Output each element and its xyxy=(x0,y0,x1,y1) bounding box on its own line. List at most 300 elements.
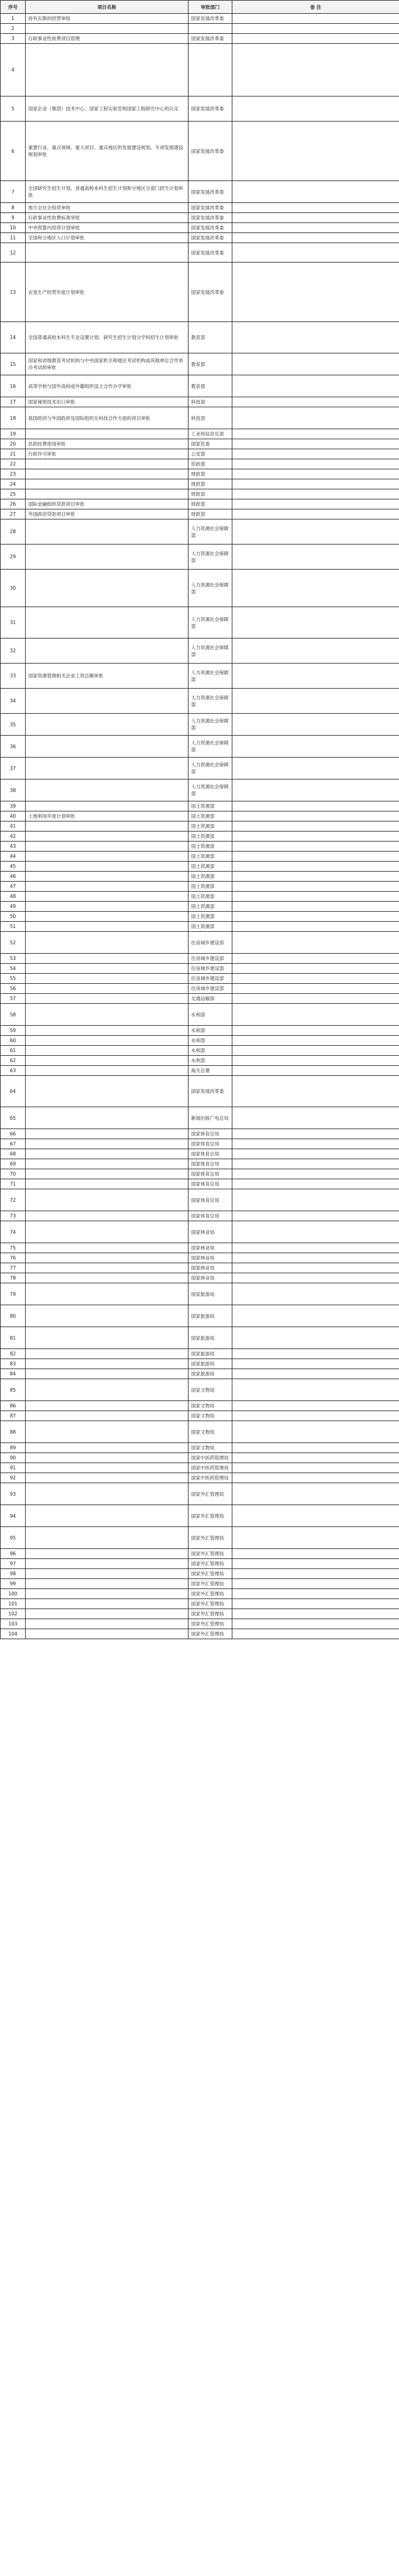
remark xyxy=(232,1129,399,1139)
remark xyxy=(232,1443,399,1453)
project-name xyxy=(26,1401,189,1411)
project-name xyxy=(26,1549,189,1559)
approval-dept: 国家外汇管理局 xyxy=(189,1589,232,1599)
row-number: 4 xyxy=(1,44,26,96)
approval-dept: 人力资源社会保障部 xyxy=(189,570,232,607)
project-name xyxy=(26,902,189,912)
table-row xyxy=(1,882,399,892)
remark xyxy=(232,34,399,44)
row-number: 43 xyxy=(1,842,26,852)
approval-dept: 国土资源部 xyxy=(189,821,232,832)
remark xyxy=(232,1453,399,1463)
table-row xyxy=(1,407,399,429)
approval-dept: 人力资源社会保障部 xyxy=(189,664,232,689)
remark xyxy=(232,1026,399,1036)
row-number: 17 xyxy=(1,397,26,407)
table-row xyxy=(1,375,399,397)
table-row xyxy=(1,912,399,922)
row-number: 23 xyxy=(1,469,26,479)
row-number: 25 xyxy=(1,489,26,499)
table-row xyxy=(1,243,399,263)
table-row xyxy=(1,1159,399,1169)
remark xyxy=(232,1589,399,1599)
row-number: 44 xyxy=(1,852,26,862)
project-name: 国家和省级教育考试机构与中央国家机关和地区考试机构或其他单位合作举办考试的审批 xyxy=(26,353,189,375)
approval-dept: 人力资源社会保障部 xyxy=(189,607,232,639)
remark xyxy=(232,1046,399,1056)
approval-dept: 国家发展改革委 xyxy=(189,213,232,223)
row-number: 27 xyxy=(1,509,26,519)
row-number: 69 xyxy=(1,1159,26,1169)
approval-dept: 海关总署 xyxy=(189,1066,232,1076)
remark xyxy=(232,1253,399,1263)
row-number: 22 xyxy=(1,459,26,469)
approval-dept: 国土资源部 xyxy=(189,892,232,902)
approval-dept: 国家外汇管理局 xyxy=(189,1483,232,1505)
row-number: 65 xyxy=(1,1107,26,1129)
remark xyxy=(232,1139,399,1149)
remark xyxy=(232,1076,399,1107)
project-name xyxy=(26,832,189,842)
table-row xyxy=(1,1401,399,1411)
remark xyxy=(232,882,399,892)
table-row xyxy=(1,1283,399,1305)
table-row xyxy=(1,1483,399,1505)
project-name xyxy=(26,922,189,932)
table-row xyxy=(1,1056,399,1066)
project-name xyxy=(26,714,189,736)
approval-dept: 人力资源社会保障部 xyxy=(189,639,232,664)
table-row xyxy=(1,1036,399,1046)
remark xyxy=(232,397,399,407)
row-number: 20 xyxy=(1,439,26,449)
row-number: 34 xyxy=(1,689,26,714)
table-row xyxy=(1,1569,399,1579)
row-number: 94 xyxy=(1,1505,26,1527)
table-row xyxy=(1,1599,399,1609)
table-row xyxy=(1,34,399,44)
table-row xyxy=(1,1453,399,1463)
remark xyxy=(232,1179,399,1189)
row-number: 6 xyxy=(1,122,26,181)
table-row xyxy=(1,1421,399,1443)
header-note: 备 注 xyxy=(232,1,399,14)
remark xyxy=(232,322,399,353)
row-number: 97 xyxy=(1,1559,26,1569)
remark xyxy=(232,780,399,801)
approval-dept: 财政部 xyxy=(189,499,232,509)
row-number: 91 xyxy=(1,1463,26,1473)
approval-dept: 新闻出版广电总局 xyxy=(189,1107,232,1129)
table-row xyxy=(1,459,399,469)
table-row xyxy=(1,1411,399,1421)
approval-dept: 国家中医药管理局 xyxy=(189,1463,232,1473)
approval-dept: 国家体育总局 xyxy=(189,1149,232,1159)
table-row xyxy=(1,322,399,353)
approval-dept: 人力资源社会保障部 xyxy=(189,519,232,545)
approval-dept: 教育部 xyxy=(189,322,232,353)
approval-dept: 水利部 xyxy=(189,1036,232,1046)
remark xyxy=(232,24,399,34)
table-row xyxy=(1,397,399,407)
table-row xyxy=(1,892,399,902)
approval-dept: 国家文物局 xyxy=(189,1421,232,1443)
approval-dept: 国土资源部 xyxy=(189,832,232,842)
project-name xyxy=(26,1609,189,1619)
project-name xyxy=(26,912,189,922)
table-row xyxy=(1,1076,399,1107)
project-name xyxy=(26,689,189,714)
remark xyxy=(232,852,399,862)
project-name xyxy=(26,758,189,780)
project-name: 国家企业（集团）技术中心、国家工程实验室和国家工程研究中心的认定 xyxy=(26,96,189,122)
project-name: 中央预算内投资计划审批 xyxy=(26,223,189,233)
row-number: 80 xyxy=(1,1305,26,1327)
approval-dept: 国家旅游局 xyxy=(189,1283,232,1305)
project-name xyxy=(26,852,189,862)
row-number: 86 xyxy=(1,1401,26,1411)
approval-dept: 水利部 xyxy=(189,1004,232,1026)
table-row xyxy=(1,842,399,852)
project-name: 国家资源管理相关企业工资总额审批 xyxy=(26,664,189,689)
row-number: 102 xyxy=(1,1609,26,1619)
remark xyxy=(232,545,399,570)
project-name xyxy=(26,1211,189,1221)
project-name xyxy=(26,1129,189,1139)
approval-dept: 国家旅游局 xyxy=(189,1369,232,1379)
project-name xyxy=(26,964,189,974)
header-dept: 审批部门 xyxy=(189,1,232,14)
remark xyxy=(232,902,399,912)
project-name xyxy=(26,1473,189,1483)
row-number: 89 xyxy=(1,1443,26,1453)
table-row xyxy=(1,96,399,122)
approval-dept: 国家外汇管理局 xyxy=(189,1505,232,1527)
row-number: 39 xyxy=(1,801,26,811)
project-name xyxy=(26,1305,189,1327)
project-name xyxy=(26,882,189,892)
remark xyxy=(232,479,399,489)
table-row xyxy=(1,1139,399,1149)
approval-dept: 国家体育总局 xyxy=(189,1179,232,1189)
remark xyxy=(232,223,399,233)
project-name xyxy=(26,1443,189,1453)
remark xyxy=(232,439,399,449)
remark xyxy=(232,1327,399,1349)
remark xyxy=(232,954,399,964)
project-name xyxy=(26,639,189,664)
approval-dept: 财政部 xyxy=(189,509,232,519)
table-row xyxy=(1,902,399,912)
table-row xyxy=(1,429,399,439)
approval-dept xyxy=(189,44,232,96)
remark xyxy=(232,1527,399,1549)
remark xyxy=(232,842,399,852)
remark xyxy=(232,1349,399,1359)
project-name: 全国普通高校本科生专业设置计划、研究生招生计划分学科招生计划审批 xyxy=(26,322,189,353)
row-number: 81 xyxy=(1,1327,26,1349)
remark xyxy=(232,1056,399,1066)
row-number: 92 xyxy=(1,1473,26,1483)
approval-dept: 国家发展改革委 xyxy=(189,96,232,122)
project-name xyxy=(26,1411,189,1421)
approval-dept: 国家外汇管理局 xyxy=(189,1549,232,1559)
project-name: 行政事业性收费项目管理 xyxy=(26,34,189,44)
project-name xyxy=(26,1243,189,1253)
row-number: 95 xyxy=(1,1527,26,1549)
project-name xyxy=(26,1359,189,1369)
table-row xyxy=(1,1107,399,1129)
project-name xyxy=(26,821,189,832)
project-name xyxy=(26,607,189,639)
row-number: 100 xyxy=(1,1589,26,1599)
row-number: 16 xyxy=(1,375,26,397)
project-name xyxy=(26,974,189,984)
approval-dept: 国土资源部 xyxy=(189,912,232,922)
approval-dept: 教育部 xyxy=(189,353,232,375)
table-row xyxy=(1,263,399,322)
table-row xyxy=(1,449,399,459)
project-name xyxy=(26,570,189,607)
project-name xyxy=(26,1421,189,1443)
row-number: 29 xyxy=(1,545,26,570)
row-number: 7 xyxy=(1,181,26,203)
table-row xyxy=(1,974,399,984)
remark xyxy=(232,469,399,479)
remark xyxy=(232,994,399,1004)
project-name: 行政事业性收费标准审批 xyxy=(26,213,189,223)
remark xyxy=(232,974,399,984)
approval-dept: 人力资源社会保障部 xyxy=(189,758,232,780)
approval-dept: 国土资源部 xyxy=(189,801,232,811)
remark xyxy=(232,1401,399,1411)
approval-dept: 国土资源部 xyxy=(189,862,232,872)
remark xyxy=(232,1211,399,1221)
row-number: 9 xyxy=(1,213,26,223)
table-row xyxy=(1,1243,399,1253)
row-number: 38 xyxy=(1,780,26,801)
row-number: 50 xyxy=(1,912,26,922)
project-name xyxy=(26,519,189,545)
row-number: 15 xyxy=(1,353,26,375)
table-row xyxy=(1,519,399,545)
row-number: 87 xyxy=(1,1411,26,1421)
remark xyxy=(232,922,399,932)
project-name xyxy=(26,1559,189,1569)
row-number: 30 xyxy=(1,570,26,607)
approval-dept: 国家中医药管理局 xyxy=(189,1473,232,1483)
project-name xyxy=(26,1527,189,1549)
remark xyxy=(232,1483,399,1505)
row-number: 78 xyxy=(1,1273,26,1283)
row-number: 40 xyxy=(1,811,26,821)
approval-dept: 国家旅游局 xyxy=(189,1305,232,1327)
project-name xyxy=(26,1263,189,1273)
row-number: 36 xyxy=(1,736,26,758)
remark xyxy=(232,499,399,509)
table-row xyxy=(1,353,399,375)
project-name xyxy=(26,1026,189,1036)
approval-dept: 财政部 xyxy=(189,469,232,479)
table-row xyxy=(1,1046,399,1056)
row-number: 24 xyxy=(1,479,26,489)
row-number: 60 xyxy=(1,1036,26,1046)
remark xyxy=(232,912,399,922)
approval-dept: 国家林业局 xyxy=(189,1253,232,1263)
approval-dept: 国家发展改革委 xyxy=(189,1076,232,1107)
project-name xyxy=(26,1453,189,1463)
project-name xyxy=(26,954,189,964)
approval-dept: 国家外汇管理局 xyxy=(189,1579,232,1589)
table-row xyxy=(1,1369,399,1379)
project-name: 持有瓦斯的经营审批 xyxy=(26,14,189,24)
remark xyxy=(232,689,399,714)
approval-dept: 国家外汇管理局 xyxy=(189,1619,232,1629)
remark xyxy=(232,639,399,664)
approval-dept: 国土资源部 xyxy=(189,811,232,821)
approval-dept: 国家文物局 xyxy=(189,1443,232,1453)
approval-dept: 工业和信息化部 xyxy=(189,429,232,439)
approval-dept: 国家发展改革委 xyxy=(189,243,232,263)
approval-dept: 国家体育总局 xyxy=(189,1129,232,1139)
table-row xyxy=(1,780,399,801)
project-name xyxy=(26,1107,189,1129)
row-number: 99 xyxy=(1,1579,26,1589)
project-name xyxy=(26,984,189,994)
table-row xyxy=(1,872,399,882)
row-number: 71 xyxy=(1,1179,26,1189)
approval-dept: 住房城乡建设部 xyxy=(189,932,232,954)
project-name xyxy=(26,1221,189,1243)
project-name xyxy=(26,469,189,479)
approval-dept: 国土资源部 xyxy=(189,842,232,852)
remark xyxy=(232,964,399,974)
project-name xyxy=(26,872,189,882)
remark xyxy=(232,449,399,459)
row-number: 76 xyxy=(1,1253,26,1263)
approval-dept: 国家体育总局 xyxy=(189,1189,232,1211)
table-row xyxy=(1,213,399,223)
project-name: 国家秘密技术出口审批 xyxy=(26,397,189,407)
approval-dept: 国家外汇管理局 xyxy=(189,1527,232,1549)
approval-dept: 国家发展改革委 xyxy=(189,14,232,24)
remark xyxy=(232,1579,399,1589)
table-row xyxy=(1,1129,399,1139)
remark xyxy=(232,1609,399,1619)
approval-dept: 国家文物局 xyxy=(189,1401,232,1411)
remark xyxy=(232,1243,399,1253)
remark xyxy=(232,1421,399,1443)
project-name xyxy=(26,1463,189,1473)
remark xyxy=(232,375,399,397)
table-row xyxy=(1,821,399,832)
remark xyxy=(232,664,399,689)
approval-dept: 国家林业局 xyxy=(189,1273,232,1283)
approval-dept: 国家民委 xyxy=(189,439,232,449)
row-number: 53 xyxy=(1,954,26,964)
project-name: 我国政府与外国政府及国际组织在科技合作方面的项目审批 xyxy=(26,407,189,429)
row-number: 14 xyxy=(1,322,26,353)
project-name xyxy=(26,1066,189,1076)
approval-dept: 国家文物局 xyxy=(189,1411,232,1421)
row-number: 83 xyxy=(1,1359,26,1369)
approval-dept: 水利部 xyxy=(189,1046,232,1056)
table-row xyxy=(1,1443,399,1453)
remark xyxy=(232,1221,399,1243)
project-name xyxy=(26,1056,189,1066)
project-name xyxy=(26,1599,189,1609)
project-name xyxy=(26,489,189,499)
header-no: 序号 xyxy=(1,1,26,14)
project-name xyxy=(26,994,189,1004)
row-number: 85 xyxy=(1,1379,26,1401)
project-name xyxy=(26,1505,189,1527)
project-name xyxy=(26,780,189,801)
row-number: 84 xyxy=(1,1369,26,1379)
project-name xyxy=(26,1327,189,1349)
remark xyxy=(232,429,399,439)
remark xyxy=(232,407,399,429)
approval-dept: 水利部 xyxy=(189,1056,232,1066)
row-number: 68 xyxy=(1,1149,26,1159)
project-name: 高等学校与国外高校或外籍组织设立合作办学审批 xyxy=(26,375,189,397)
project-name xyxy=(26,1189,189,1211)
table-row xyxy=(1,862,399,872)
table-row xyxy=(1,479,399,489)
row-number: 2 xyxy=(1,24,26,34)
row-number: 10 xyxy=(1,223,26,233)
project-name xyxy=(26,1036,189,1046)
table-row xyxy=(1,1463,399,1473)
table-row xyxy=(1,1004,399,1026)
row-number: 88 xyxy=(1,1421,26,1443)
table-row xyxy=(1,439,399,449)
row-number: 61 xyxy=(1,1046,26,1056)
approval-dept: 国家发展改革委 xyxy=(189,203,232,213)
remark xyxy=(232,1619,399,1629)
approval-dept: 国家旅游局 xyxy=(189,1327,232,1349)
row-number: 45 xyxy=(1,862,26,872)
remark xyxy=(232,1273,399,1283)
remark xyxy=(232,1263,399,1273)
project-name xyxy=(26,1369,189,1379)
row-number: 55 xyxy=(1,974,26,984)
table-row xyxy=(1,223,399,233)
project-name xyxy=(26,24,189,34)
table-row xyxy=(1,1263,399,1273)
approval-dept: 国家外汇管理局 xyxy=(189,1569,232,1579)
approval-dept: 住房城乡建设部 xyxy=(189,984,232,994)
table-row xyxy=(1,607,399,639)
approval-dept xyxy=(189,24,232,34)
table-row xyxy=(1,832,399,842)
table-row xyxy=(1,203,399,213)
remark xyxy=(232,758,399,780)
remark xyxy=(232,459,399,469)
approval-dept: 人力资源社会保障部 xyxy=(189,689,232,714)
approval-dept: 国家林业局 xyxy=(189,1263,232,1273)
table-body xyxy=(1,14,399,1639)
table-row xyxy=(1,1305,399,1327)
table-row xyxy=(1,1149,399,1159)
row-number: 49 xyxy=(1,902,26,912)
table-row xyxy=(1,1579,399,1589)
remark xyxy=(232,984,399,994)
approval-dept: 教育部 xyxy=(189,375,232,397)
remark xyxy=(232,96,399,122)
remark xyxy=(232,509,399,519)
table-row xyxy=(1,954,399,964)
